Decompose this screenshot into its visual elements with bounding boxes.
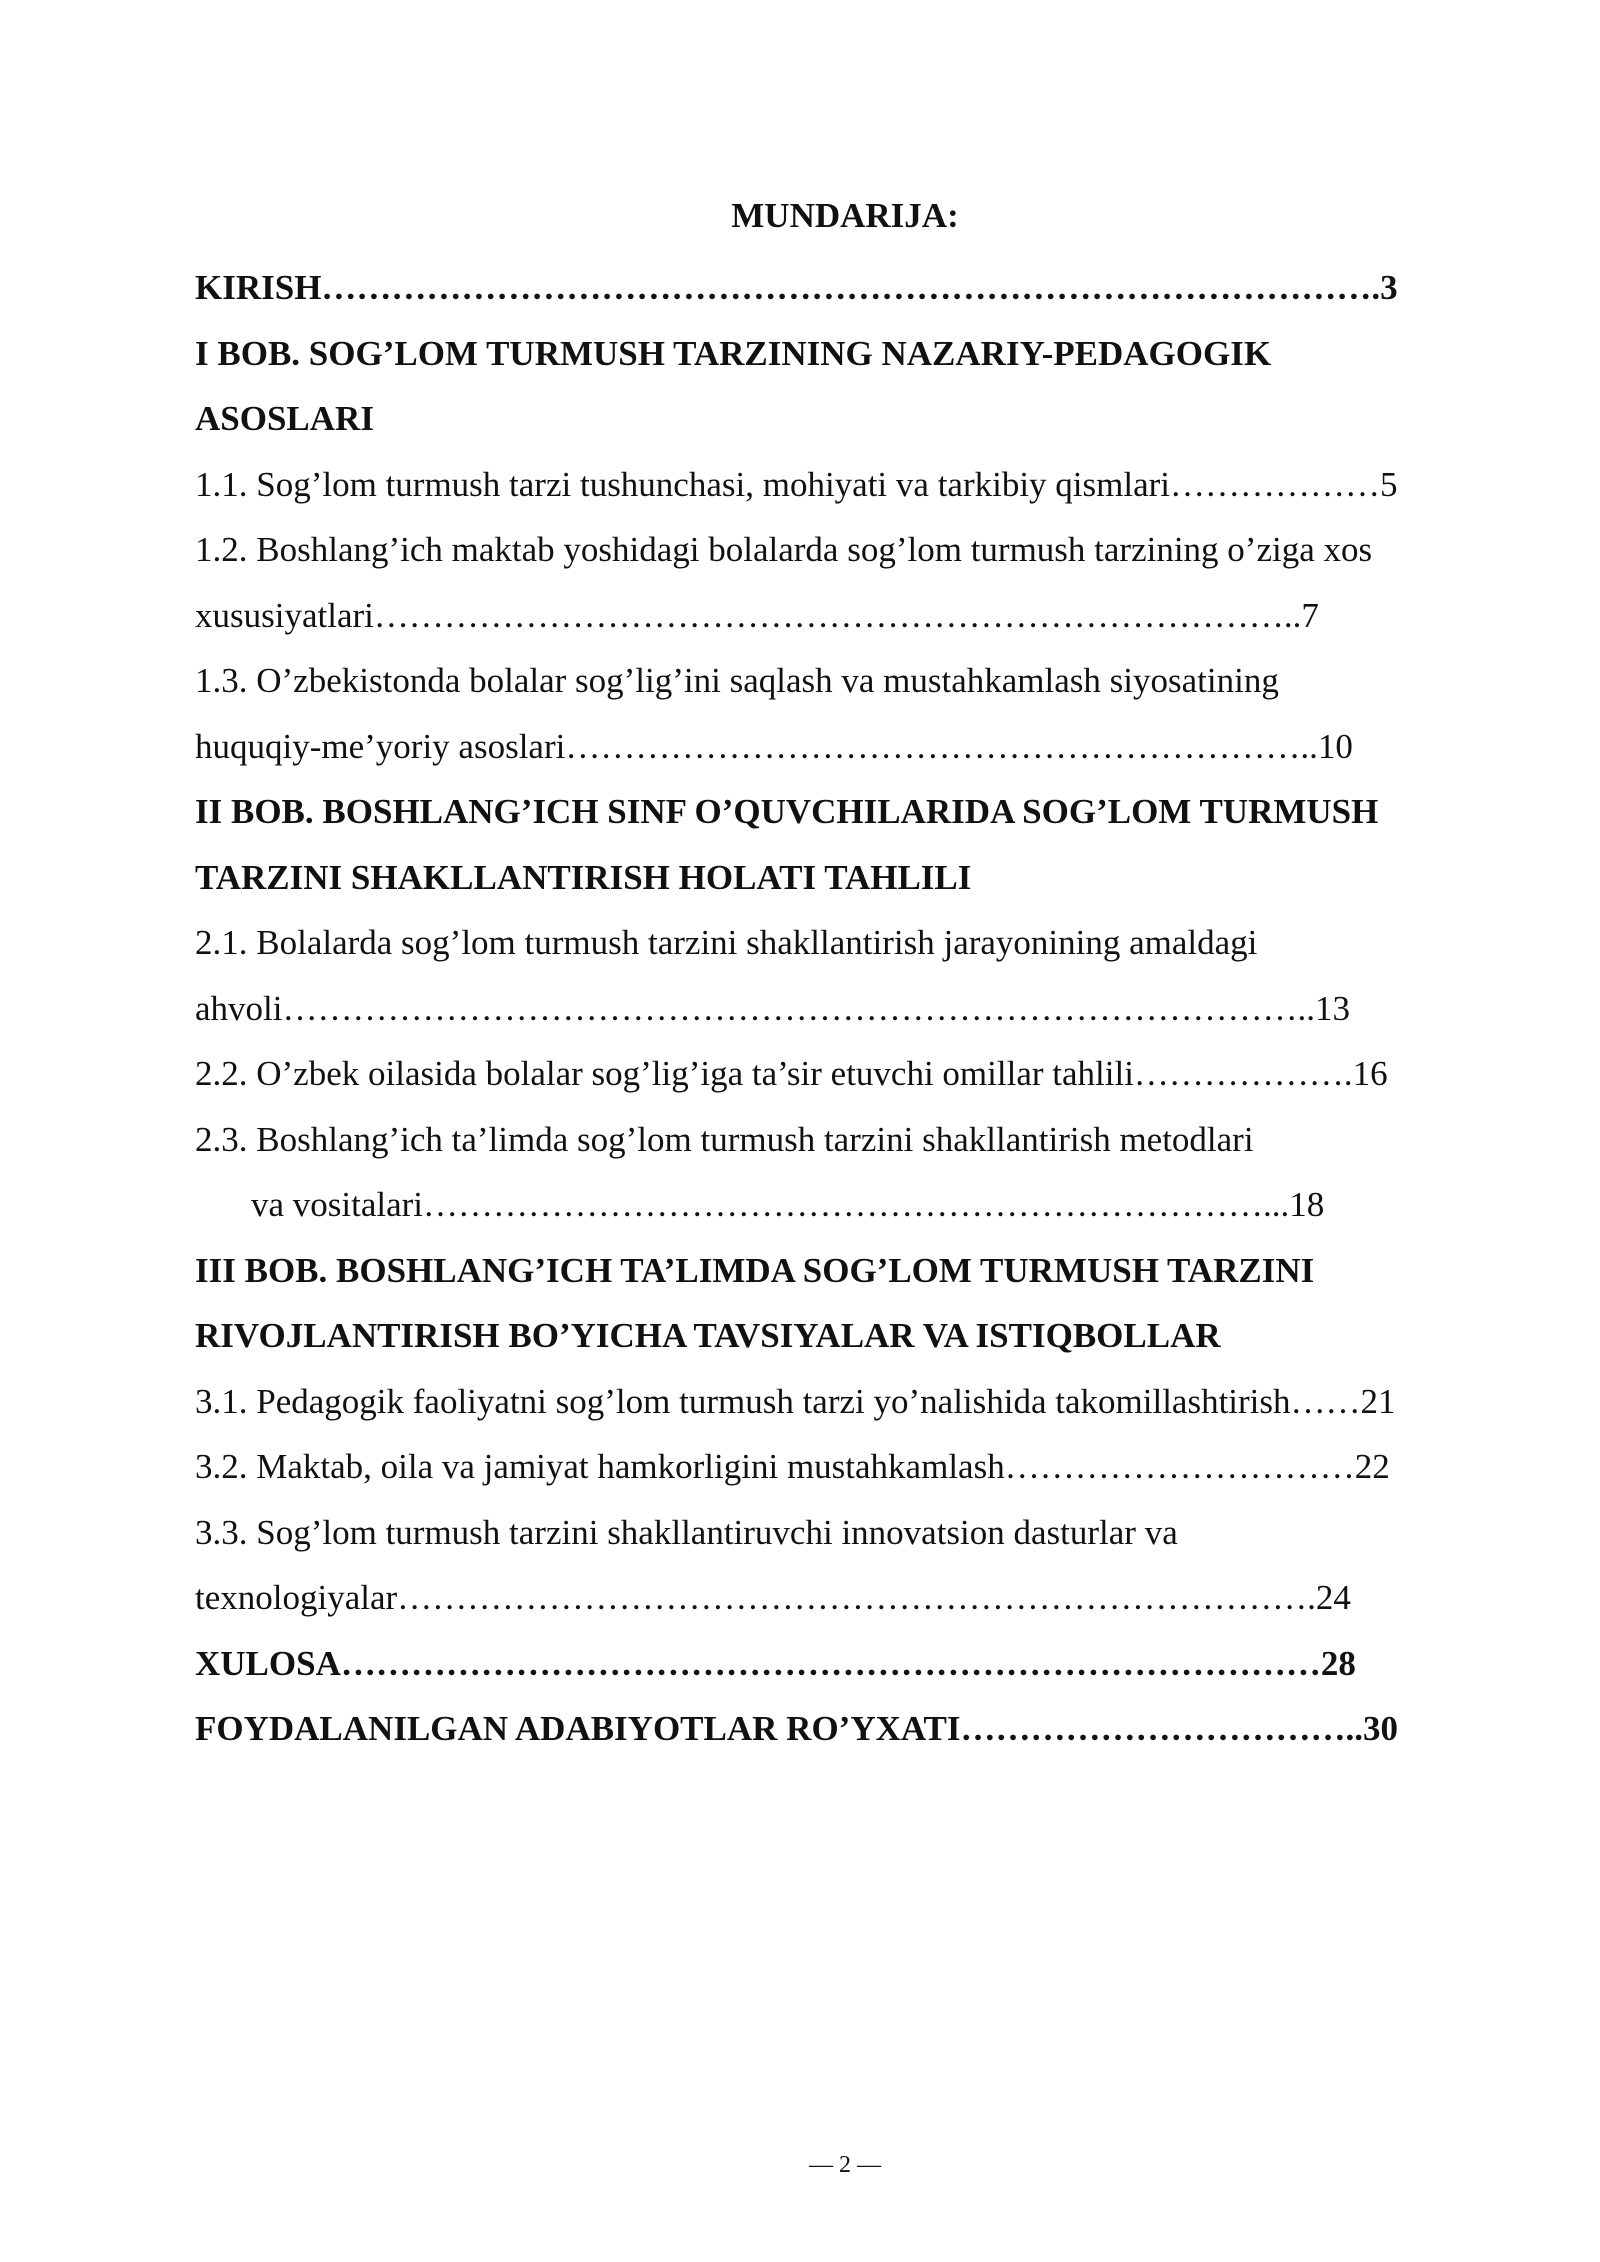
toc-line: 2.3. Boshlang’ich ta’limda sog’lom turmush tarzini shakllantirish metodlari: [195, 1119, 1254, 1159]
toc-line: ASOSLARI: [195, 399, 374, 438]
toc-line: 3.1. Pedagogik faoliyatni sog’lom turmush tarzi yo’nalishida takomillashtirish……21: [195, 1381, 1396, 1421]
toc-line: 3.3. Sog’lom turmush tarzini shakllantiruvchi innovatsion dasturlar va: [195, 1512, 1178, 1552]
page-number: — 2 —: [809, 2152, 881, 2178]
toc-line: va vositalari………………………………………………………………...18: [251, 1185, 1325, 1224]
toc-line: TARZINI SHAKLLANTIRISH HOLATI TAHLILI: [195, 857, 972, 897]
table-of-contents: [195, 255, 1495, 1762]
toc-line: FOYDALANILGAN ADABIYOTLAR RO’YXATI……………………………..30: [195, 1709, 1399, 1748]
toc-line: xususiyatlari……………………………………………………………………..7: [195, 595, 1319, 635]
toc-line: II BOB. BOSHLANG’ICH SINF O’QUVCHILARIDA SOG’LOM TURMUSH: [195, 792, 1379, 831]
toc-line: 3.2. Maktab, oila va jamiyat hamkorligini mustahkamlash…………………………22: [195, 1447, 1390, 1486]
toc-line: RIVOJLANTIRISH BO’YICHA TAVSIYALAR VA ISTIQBOLLAR: [195, 1316, 1221, 1355]
toc-line: ahvoli……………………………………………………………………………..13: [195, 988, 1350, 1028]
toc-line: XULOSA…………………………………………………………………………28: [195, 1643, 1356, 1683]
toc-line: III BOB. BOSHLANG’ICH TA’LIMDA SOG’LOM TURMUSH TARZINI: [195, 1250, 1315, 1290]
toc-line: I BOB. SOG’LOM TURMUSH TARZINING NAZARIY-PEDAGOGIK: [195, 333, 1272, 373]
toc-line: 2.1. Bolalarda sog’lom turmush tarzini shakllantirish jarayonining amaldagi: [195, 923, 1258, 962]
toc-line: texnologiyalar…………………………………………………………………….24: [195, 1578, 1351, 1617]
toc-line: KIRISH……………………………………………………………………………….3: [195, 268, 1398, 307]
page-title: MUNDARIJA:: [731, 196, 959, 235]
toc-line: 1.2. Boshlang’ich maktab yoshidagi bolalarda sog’lom turmush tarzining o’ziga xos: [195, 530, 1373, 569]
toc-line: 1.3. O’zbekistonda bolalar sog’lig’ini saqlash va mustahkamlash siyosatining: [195, 661, 1279, 700]
toc-line: 1.1. Sog’lom turmush tarzi tushunchasi, mohiyati va tarkibiy qismlari………………5: [195, 464, 1398, 504]
toc-line: huquqiy-me’yoriy asoslari………………………………………………………..10: [195, 726, 1353, 766]
toc-line: 2.2. O’zbek oilasida bolalar sog’lig’iga ta’sir etuvchi omillar tahlili……………….16: [195, 1054, 1388, 1093]
